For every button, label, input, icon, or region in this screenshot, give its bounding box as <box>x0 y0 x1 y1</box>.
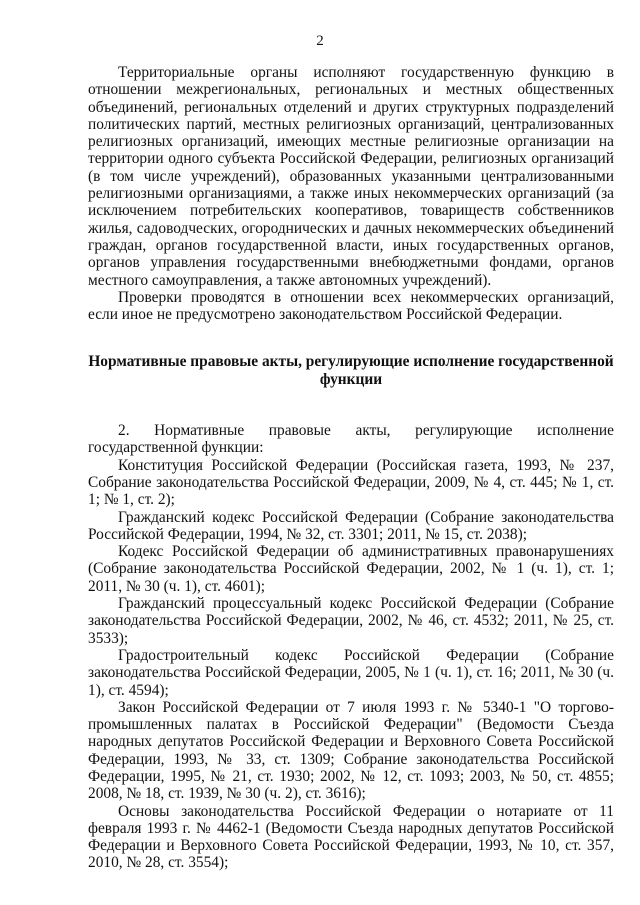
paragraph: Территориальные органы исполняют государственную функцию в отношении межрегиональных, региональных и местных общественных объединений, региональных отделений и других структурных подразделений политических партий, местных религиозных организаций, централизованных религиозных организаций, имеющих местные религиозные организации на территории одного субъекта Российской Федерации, религиозных организаций (в том числе учреждений), образованных указанными централизованными религиозными организациями, а также иных некоммерческих организаций (за исключением потребительских кооперативов, товариществ собственников жилья, садоводческих, огороднических и дачных некоммерческих объединений граждан, органов государственной власти, иных государственных органов, органов управления государственными внебюджетными фондами, органов местного самоуправления, а также автономных учреждений). <box>88 64 614 289</box>
paragraph: Гражданский процессуальный кодекс Российской Федерации (Собрание законодательства Российской Федерации, 2002, № 46, ст. 4532; 2011, № 25, ст. 3533); <box>88 595 614 647</box>
paragraph: Градостроительный кодекс Российской Федерации (Собрание законодательства Российской Федерации, 2005, № 1 (ч. 1), ст. 16; 2011, № 30 (ч. 1), ст. 4594); <box>88 646 614 699</box>
paragraph: Конституция Российской Федерации (Российская газета, 1993, № 237, Собрание законодательства Российской Федерации, 2009, № 4, ст. 445; № 1, ст. 1; № 1, ст. 2); <box>88 456 614 509</box>
document-body <box>88 64 614 872</box>
section-heading: Нормативные правовые акты, регулирующие исполнение государственной функции <box>88 353 614 388</box>
paragraph: Закон Российской Федерации от 7 июля 1993 г. № 5340-1 "О торгово-промышленных палатах в Российской Федерации" (Ведомости Съезда народных депутатов Российской Федерации и Верховного Совета Российской Федерации, 1993, № 33, ст. 1309; Собрание законодательства Российской Федерации, 1995, № 21, ст. 1930; 2002, № 12, ст. 1093; 2003, № 50, ст. 4855; 2008, № 18, ст. 1939, № 30 (ч. 2), ст. 3616); <box>88 698 614 803</box>
paragraph: Проверки проводятся в отношении всех некоммерческих организаций, если иное не предусмотрено законодательством Российской Федерации. <box>88 288 614 324</box>
paragraph: 2. Нормативные правовые акты, регулирующие исполнение государственной функции: <box>88 422 614 457</box>
paragraph: Гражданский кодекс Российской Федерации (Собрание законодательства Российской Федерации, 1994, № 32, ст. 3301; 2011, № 15, ст. 2038); <box>88 508 614 543</box>
paragraph: Основы законодательства Российской Федерации о нотариате от 11 февраля 1993 г. № 4462-1 (Ведомости Съезда народных депутатов Российской Федерации и Верховного Совета Российской Федерации, 1993, № 10, ст. 357, 2010, № 28, ст. 3554); <box>88 802 614 872</box>
paragraph: Кодекс Российской Федерации об административных правонарушениях (Собрание законодательства Российской Федерации, 2002, № 1 (ч. 1), ст. 1; 2011, № 30 (ч. 1), ст. 4601); <box>88 543 614 595</box>
page-number: 2 <box>316 33 324 49</box>
